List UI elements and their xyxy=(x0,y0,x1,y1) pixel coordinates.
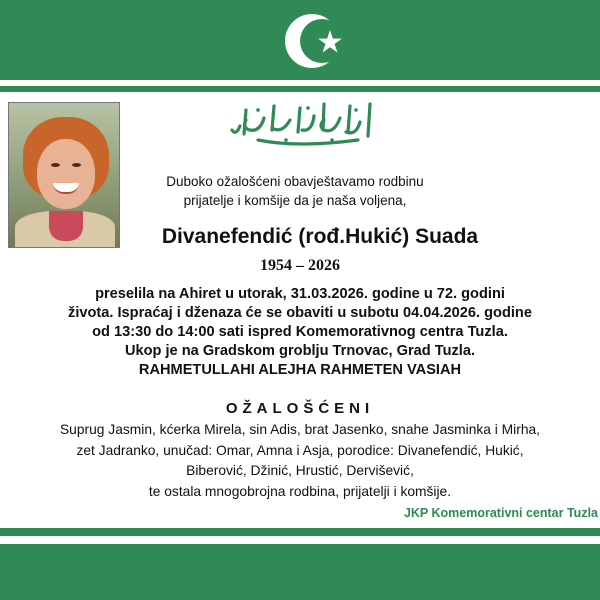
intro-line: prijatelje i komšije da je naša voljena, xyxy=(183,193,407,208)
intro-text xyxy=(130,172,460,210)
announcement-line: od 13:30 do 14:00 sati ispred Komemorativnog centra Tuzla. xyxy=(92,324,508,340)
issuer-signature: JKP Komemorativni centar Tuzla xyxy=(403,506,598,520)
mourners-heading: OŽALOŠĆENI xyxy=(225,400,375,417)
mourners-line: te ostala mnogobrojna rodbina, prijatelji i komšije. xyxy=(148,483,452,499)
prayer-line: RAHMETULLAHI ALEJHA RAHMETEN VASIAH xyxy=(138,362,462,378)
deceased-photo xyxy=(8,102,120,248)
life-years: 1954 – 2026 xyxy=(260,257,340,274)
announcement-line: života. Ispraćaj i dženaza će se obaviti u subotu 04.04.2026. godine xyxy=(68,305,532,321)
deceased-name: Divanefendić (rođ.Hukić) Suada xyxy=(161,225,479,248)
mourners-list xyxy=(8,420,592,502)
header-band xyxy=(0,0,600,80)
inna-lillahi-calligraphy xyxy=(228,96,378,152)
announcement-line: Ukop je na Gradskom groblju Trnovac, Grad Tuzla. xyxy=(124,343,476,359)
announcement xyxy=(30,285,570,380)
crescent-star-icon xyxy=(282,8,348,74)
mourners-line: Biberović, Džinić, Hrustić, Dervišević, xyxy=(186,463,414,478)
footer-stripe xyxy=(0,528,600,536)
announcement-line: preselila na Ahiret u utorak, 31.03.2026. godine u 72. godini xyxy=(95,286,505,302)
mourners-line: Suprug Jasmin, kćerka Mirela, sin Adis, brat Jasenko, snahe Jasminka i Mirha, xyxy=(59,422,541,437)
footer-band xyxy=(0,544,600,600)
footer-divider xyxy=(0,536,600,544)
header-stripe xyxy=(0,86,600,92)
mourners-line: zet Jadranko, unučad: Omar, Amna i Asja, porodice: Divanefendić, Hukić, xyxy=(76,442,524,458)
intro-line: Duboko ožalošćeni obavještavamo rodbinu xyxy=(166,174,424,189)
